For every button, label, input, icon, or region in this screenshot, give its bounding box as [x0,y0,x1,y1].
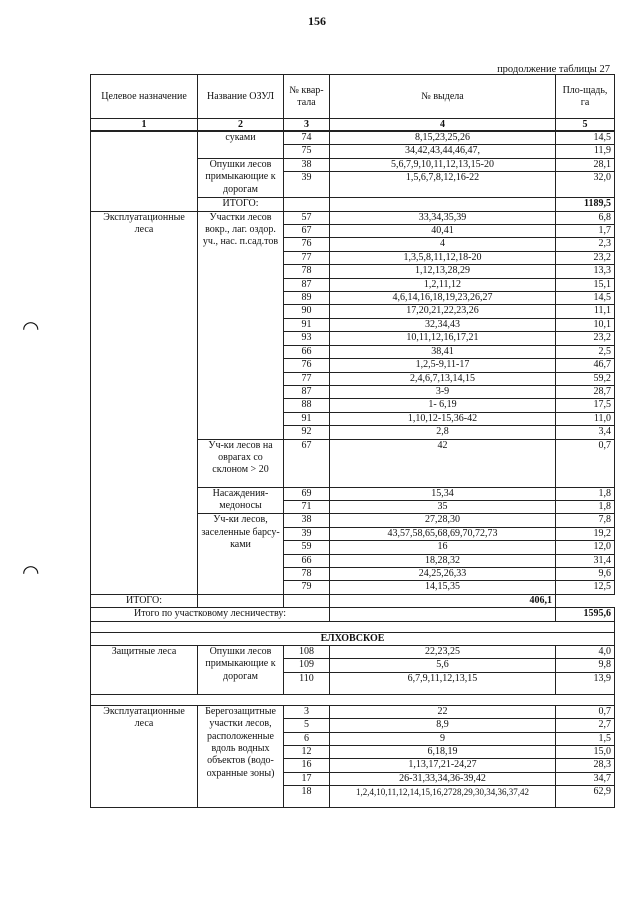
table-cell: 38 [284,158,330,171]
table-cell: 1,8 [556,487,615,500]
table-cell: 32,0 [556,172,615,198]
table-cell: 19,2 [556,527,615,540]
forest-table [90,74,615,808]
table-cell: 9 [330,732,556,745]
table-cell: 1,7 [556,225,615,238]
cell-empty [91,131,198,211]
table-cell: 88 [284,399,330,412]
column-number: 2 [198,119,284,132]
table-cell: 23,2 [556,251,615,264]
table-cell: 17,20,21,22,23,26 [330,305,556,318]
binder-hole-mark: ◠ [22,562,40,584]
blank-row [91,621,615,632]
table-cell: 22,23,25 [330,646,556,659]
table-cell: 39 [284,527,330,540]
table-cell: 15,1 [556,278,615,291]
table-cell: 2,5 [556,345,615,358]
header-purpose: Целевое назначение [91,75,198,119]
table-cell: 8,15,23,25,26 [330,131,556,145]
table-cell: 109 [284,659,330,672]
table-cell: 2,3 [556,238,615,251]
table-cell: 14,5 [556,131,615,145]
table-cell: 9,8 [556,659,615,672]
table-cell: 1,13,17,21-24,27 [330,759,556,772]
table-cell: 92 [284,426,330,439]
table-cell: 93 [284,332,330,345]
total-label: ИТОГО: [198,198,284,211]
table-cell: 3 [284,705,330,718]
table-cell: 28,7 [556,385,615,398]
section-title: ЕЛХОВСКОЕ [91,632,615,645]
ozul-name: Насаждения-медоносы [198,487,284,514]
table-cell: 13,9 [556,672,615,694]
table-cell: 6,18,19 [330,746,556,759]
table-cell: 10,1 [556,318,615,331]
table-cell: 6,8 [556,211,615,224]
table-cell: 5,6,7,9,10,11,12,13,15-20 [330,158,556,171]
table-cell: 14,5 [556,292,615,305]
table-cell: 3-9 [330,385,556,398]
table-cell: 28,1 [556,158,615,171]
table-cell: 35 [330,500,556,513]
table-cell: 1,2,11,12 [330,278,556,291]
table-cell: 24,25,26,33 [330,567,556,580]
header-quarter: № квар-тала [284,75,330,119]
ozul-name: Уч-ки лесов на оврагах со склоном > 20 [198,439,284,487]
table-cell: 43,57,58,65,68,69,70,72,73 [330,527,556,540]
table-cell: 27,28,30 [330,514,556,527]
table-cell: 1,3,5,8,11,12,18-20 [330,251,556,264]
ozul-name: Опушки лесов примыкающие к дорогам [198,158,284,197]
table-cell: 1- 6,19 [330,399,556,412]
table-cell: 76 [284,359,330,372]
table-cell: 6 [284,732,330,745]
table-cell: 78 [284,265,330,278]
ozul-name: Опушки лесов примыкающие к дорогам [198,646,284,695]
table-cell: 2,7 [556,719,615,732]
blank-row [91,694,615,705]
page-number: 156 [308,14,326,28]
table-cell: 10,11,12,16,17,21 [330,332,556,345]
table-cell: 77 [284,251,330,264]
cell-empty [284,198,330,211]
table-cell: 78 [284,567,330,580]
table-cell: 2,8 [330,426,556,439]
table-cell: 90 [284,305,330,318]
table-cell: 74 [284,131,330,145]
table-cell: 18,28,32 [330,554,556,567]
table-cell: 108 [284,646,330,659]
table-cell: 87 [284,278,330,291]
table-cell: 91 [284,412,330,425]
table-cell: 1,10,12-15,36-42 [330,412,556,425]
table-cell: 110 [284,672,330,694]
table-cell: 17,5 [556,399,615,412]
table-cell: 4 [330,238,556,251]
table-cell: 39 [284,172,330,198]
table-cell: 0,7 [556,439,615,487]
cell-empty [330,608,556,621]
table-cell: 59,2 [556,372,615,385]
table-cell: 16 [330,541,556,554]
table-cell: 6,7,9,11,12,13,15 [330,672,556,694]
table-cell: 38 [284,514,330,527]
table-cell: 11,1 [556,305,615,318]
table-cell: 12,5 [556,581,615,594]
total-label: ИТОГО: [91,594,198,607]
table-cell: 4,6,14,16,18,19,23,26,27 [330,292,556,305]
table-cell: 0,7 [556,705,615,718]
table-cell: 87 [284,385,330,398]
table-cell: 12,0 [556,541,615,554]
table-cell: 16 [284,759,330,772]
table-cell: 7,8 [556,514,615,527]
column-number: 3 [284,119,330,132]
table-cell: 23,2 [556,332,615,345]
table-cell: 13,3 [556,265,615,278]
table-cell: 46,7 [556,359,615,372]
ozul-name: суками [198,131,284,158]
table-cell: 66 [284,345,330,358]
table-cell: 75 [284,145,330,158]
purpose-label: Защитные леса [91,646,198,695]
table-cell: 2,4,6,7,13,14,15 [330,372,556,385]
table-cell: 67 [284,225,330,238]
cell-empty [284,594,330,607]
table-cell: 34,7 [556,772,615,785]
table-cell: 66 [284,554,330,567]
purpose-label: Эксплуатационные леса [91,705,198,807]
purpose-label: Эксплуатационные леса [91,211,198,594]
table-cell: 34,42,43,44,46,47, [330,145,556,158]
table-cell: 38,41 [330,345,556,358]
table-cell: 77 [284,372,330,385]
column-number: 1 [91,119,198,132]
table-cell: 28,3 [556,759,615,772]
column-number: 5 [556,119,615,132]
table-cell: 22 [330,705,556,718]
table-cell: 32,34,43 [330,318,556,331]
table-cell: 40,41 [330,225,556,238]
table-cell: 57 [284,211,330,224]
table-cell: 17 [284,772,330,785]
total-value: 406,1 [330,594,556,607]
binder-hole-mark: ◠ [22,318,40,340]
column-number: 4 [330,119,556,132]
table-cell: 71 [284,500,330,513]
table-cell: 1,12,13,28,29 [330,265,556,278]
header-vydel: № выдела [330,75,556,119]
table-cell: 33,34,35,39 [330,211,556,224]
table-cell: 42 [330,439,556,487]
table-cell: 67 [284,439,330,487]
cell-empty [330,198,556,211]
table-cell: 76 [284,238,330,251]
table-continuation-caption: продолжение таблицы 27 [497,64,610,75]
header-ozul-name: Название ОЗУЛ [198,75,284,119]
table-cell: 18 [284,786,330,808]
table-cell: 8,9 [330,719,556,732]
table-cell: 62,9 [556,786,615,808]
table-cell: 4,0 [556,646,615,659]
table-cell: 91 [284,318,330,331]
table-cell: 5 [284,719,330,732]
table-cell: 15,0 [556,746,615,759]
table-cell: 5,6 [330,659,556,672]
table-cell: 1,5,6,7,8,12,16-22 [330,172,556,198]
ozul-name: Берегозащитные участки лесов, расположенные вдоль водных объектов (водо-охранные зоны) [198,705,284,807]
table-cell: 31,4 [556,554,615,567]
table-cell: 14,15,35 [330,581,556,594]
table-cell: 15,34 [330,487,556,500]
table-cell: 9,6 [556,567,615,580]
header-area: Пло-щадь, га [556,75,615,119]
table-cell: 1,8 [556,500,615,513]
table-cell: 89 [284,292,330,305]
table-cell: 26-31,33,34,36-39,42 [330,772,556,785]
table-cell: 3,4 [556,426,615,439]
forestry-total-value: 1595,6 [556,608,615,621]
cell-empty [198,594,284,607]
total-value: 1189,5 [556,198,615,211]
table-cell: 11,0 [556,412,615,425]
table-cell: 69 [284,487,330,500]
table-cell: 11,9 [556,145,615,158]
table-cell: 12 [284,746,330,759]
table-cell: 79 [284,581,330,594]
table-cell: 1,2,5-9,11-17 [330,359,556,372]
ozul-name: Уч-ки лесов, заселенные барсу-ками [198,514,284,594]
table-cell: 1,5 [556,732,615,745]
table-cell: 59 [284,541,330,554]
forestry-total-label: Итого по участковому лесничеству: [91,608,330,621]
ozul-name: Участки лесов вокр., лаг. оздор. уч., нас. п.сад.тов [198,211,284,439]
table-cell: 1,2,4,10,11,12,14,15,16,2728,29,30,34,36,37,42 [330,786,556,808]
